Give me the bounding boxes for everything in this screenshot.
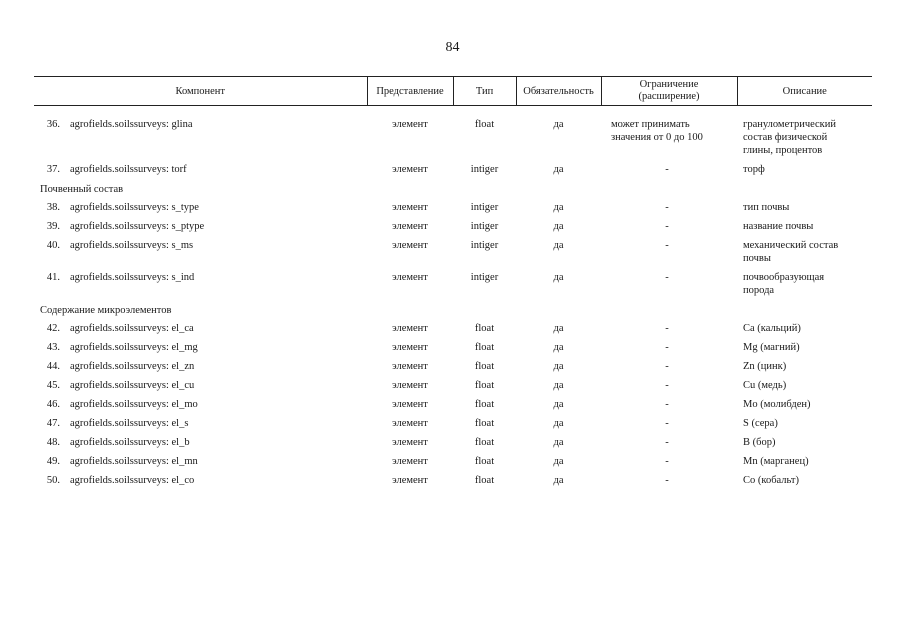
row-component: agrofields.soilssurveys: el_mg <box>70 342 198 353</box>
table-row <box>34 472 872 491</box>
row-type: float <box>474 399 495 410</box>
table-row <box>34 339 872 358</box>
table-row <box>34 434 872 453</box>
table-row <box>34 320 872 339</box>
table-header <box>34 77 872 106</box>
cell-line: значения от 0 до 100 <box>611 132 703 143</box>
row-mandatory: да <box>553 456 564 467</box>
cell-line: - <box>665 323 669 334</box>
cell-line: - <box>665 164 669 175</box>
cell-line: название почвы <box>743 221 814 232</box>
cell-line: - <box>665 380 669 391</box>
row-component: agrofields.soilssurveys: torf <box>70 164 187 175</box>
row-component: agrofields.soilssurveys: el_s <box>70 418 189 429</box>
header-representation: Представление <box>367 77 453 106</box>
cell-line: Co (кобальт) <box>743 475 800 486</box>
row-type: float <box>474 380 495 391</box>
row-mandatory: да <box>553 323 564 334</box>
row-type: float <box>474 475 495 486</box>
cell-line: - <box>665 418 669 429</box>
row-number: 46. <box>46 399 60 410</box>
table-row <box>34 396 872 415</box>
table-row <box>34 199 872 218</box>
row-mandatory: да <box>553 399 564 410</box>
row-number: 44. <box>46 361 60 372</box>
row-component: agrofields.soilssurveys: el_ca <box>70 323 194 334</box>
row-representation: элемент <box>392 202 428 213</box>
section-row <box>34 180 872 199</box>
row-constraint <box>601 415 737 434</box>
row-component: agrofields.soilssurveys: el_cu <box>70 380 195 391</box>
row-number: 42. <box>46 323 60 334</box>
cell-line: - <box>665 475 669 486</box>
row-description <box>737 218 872 237</box>
table-row <box>34 269 872 301</box>
header-mandatory: Обязательность <box>516 77 601 106</box>
cell-line: B (бор) <box>743 437 776 448</box>
cell-line: торф <box>743 164 765 175</box>
header-component: Компонент <box>34 77 367 106</box>
table-row <box>34 358 872 377</box>
row-number: 45. <box>46 380 60 391</box>
row-description <box>737 320 872 339</box>
cell-line: - <box>665 272 669 283</box>
row-description <box>737 358 872 377</box>
row-mandatory: да <box>553 119 564 130</box>
table-row <box>34 453 872 472</box>
row-description <box>737 116 872 161</box>
row-representation: элемент <box>392 221 428 232</box>
row-constraint <box>601 237 737 269</box>
header-constraint <box>601 77 737 106</box>
cell-line: Cu (медь) <box>743 380 787 391</box>
row-type: float <box>474 437 495 448</box>
row-description <box>737 339 872 358</box>
row-representation: элемент <box>392 342 428 353</box>
table-row <box>34 161 872 180</box>
table-row <box>34 237 872 269</box>
row-representation: элемент <box>392 380 428 391</box>
cell-line: Ca (кальций) <box>743 323 801 334</box>
row-constraint <box>601 339 737 358</box>
row-component: agrofields.soilssurveys: s_ptype <box>70 221 205 232</box>
row-type: float <box>474 323 495 334</box>
row-mandatory: да <box>553 202 564 213</box>
row-representation: элемент <box>392 240 428 251</box>
row-mandatory: да <box>553 475 564 486</box>
row-description <box>737 472 872 491</box>
row-representation: элемент <box>392 437 428 448</box>
cell-line: Mg (магний) <box>743 342 800 353</box>
row-constraint <box>601 434 737 453</box>
cell-line: гранулометрический <box>743 119 837 130</box>
table-body <box>34 106 872 492</box>
row-mandatory: да <box>553 437 564 448</box>
cell-line: Mo (молибден) <box>743 399 811 410</box>
row-type: float <box>474 119 495 130</box>
row-constraint <box>601 453 737 472</box>
row-type: float <box>474 342 495 353</box>
row-description <box>737 161 872 180</box>
section-row <box>34 301 872 320</box>
row-type: intiger <box>470 272 499 283</box>
row-type: float <box>474 361 495 372</box>
row-number: 39. <box>46 221 60 232</box>
row-component: agrofields.soilssurveys: s_type <box>70 202 199 213</box>
row-component: agrofields.soilssurveys: el_mn <box>70 456 198 467</box>
section-title: Почвенный состав <box>40 184 124 195</box>
row-description <box>737 199 872 218</box>
row-description <box>737 453 872 472</box>
row-representation: элемент <box>392 418 428 429</box>
row-type: float <box>474 418 495 429</box>
table-row <box>34 116 872 161</box>
row-representation: элемент <box>392 164 428 175</box>
header-constraint-line2: (расширение) <box>638 91 700 102</box>
row-type: float <box>474 456 495 467</box>
row-representation: элемент <box>392 475 428 486</box>
row-representation: элемент <box>392 119 428 130</box>
table-row <box>34 415 872 434</box>
cell-line: порода <box>743 285 775 296</box>
cell-line: глины, процентов <box>743 145 823 156</box>
cell-line: тип почвы <box>743 202 790 213</box>
cell-line: - <box>665 240 669 251</box>
row-number: 40. <box>46 240 60 251</box>
cell-line: состав физической <box>743 132 828 143</box>
row-constraint <box>601 269 737 301</box>
row-component: agrofields.soilssurveys: el_b <box>70 437 190 448</box>
row-mandatory: да <box>553 380 564 391</box>
row-mandatory: да <box>553 418 564 429</box>
cell-line: - <box>665 202 669 213</box>
row-number: 43. <box>46 342 60 353</box>
row-description <box>737 396 872 415</box>
row-number: 49. <box>46 456 60 467</box>
row-description <box>737 269 872 301</box>
row-constraint <box>601 199 737 218</box>
cell-line: S (сера) <box>743 418 778 429</box>
row-constraint <box>601 396 737 415</box>
cell-line: почвообразующая <box>743 272 825 283</box>
header-description: Описание <box>737 77 872 106</box>
page-number: 84 <box>445 40 460 55</box>
cell-line: - <box>665 221 669 232</box>
cell-line: - <box>665 456 669 467</box>
cell-line: - <box>665 342 669 353</box>
row-component: agrofields.soilssurveys: s_ind <box>70 272 195 283</box>
row-constraint <box>601 472 737 491</box>
row-description <box>737 415 872 434</box>
row-representation: элемент <box>392 361 428 372</box>
row-number: 41. <box>46 272 60 283</box>
row-representation: элемент <box>392 399 428 410</box>
row-type: intiger <box>470 202 499 213</box>
section-title: Содержание микроэлементов <box>40 305 172 316</box>
row-description <box>737 377 872 396</box>
row-constraint <box>601 358 737 377</box>
row-constraint <box>601 320 737 339</box>
cell-line: почвы <box>743 253 771 264</box>
row-number: 36. <box>46 119 60 130</box>
cell-line: - <box>665 399 669 410</box>
row-mandatory: да <box>553 240 564 251</box>
row-number: 37. <box>46 164 60 175</box>
header-spacer <box>34 106 872 117</box>
row-mandatory: да <box>553 361 564 372</box>
row-number: 38. <box>46 202 60 213</box>
row-component: agrofields.soilssurveys: el_zn <box>70 361 195 372</box>
row-component: agrofields.soilssurveys: el_co <box>70 475 195 486</box>
row-component: agrofields.soilssurveys: el_mo <box>70 399 198 410</box>
row-type: intiger <box>470 164 499 175</box>
cell-line: может принимать <box>611 119 690 130</box>
cell-line: - <box>665 361 669 372</box>
spec-table <box>34 76 872 491</box>
cell-line: Mn (марганец) <box>743 456 809 467</box>
row-constraint <box>601 116 737 161</box>
row-number: 47. <box>46 418 60 429</box>
row-number: 50. <box>46 475 60 486</box>
row-constraint <box>601 161 737 180</box>
row-representation: элемент <box>392 456 428 467</box>
row-type: intiger <box>470 240 499 251</box>
row-type: intiger <box>470 221 499 232</box>
row-description <box>737 434 872 453</box>
row-mandatory: да <box>553 272 564 283</box>
table-row <box>34 218 872 237</box>
row-number: 48. <box>46 437 60 448</box>
row-component: agrofields.soilssurveys: glina <box>70 119 193 130</box>
row-constraint <box>601 218 737 237</box>
cell-line: - <box>665 437 669 448</box>
row-constraint <box>601 377 737 396</box>
row-mandatory: да <box>553 164 564 175</box>
row-component: agrofields.soilssurveys: s_ms <box>70 240 194 251</box>
row-representation: элемент <box>392 272 428 283</box>
header-type: Тип <box>453 77 516 106</box>
row-mandatory: да <box>553 221 564 232</box>
header-constraint-line1: Ограничение <box>639 79 699 90</box>
cell-line: механический состав <box>743 240 839 251</box>
table-row <box>34 377 872 396</box>
row-description <box>737 237 872 269</box>
row-mandatory: да <box>553 342 564 353</box>
cell-line: Zn (цинк) <box>743 361 787 372</box>
row-representation: элемент <box>392 323 428 334</box>
